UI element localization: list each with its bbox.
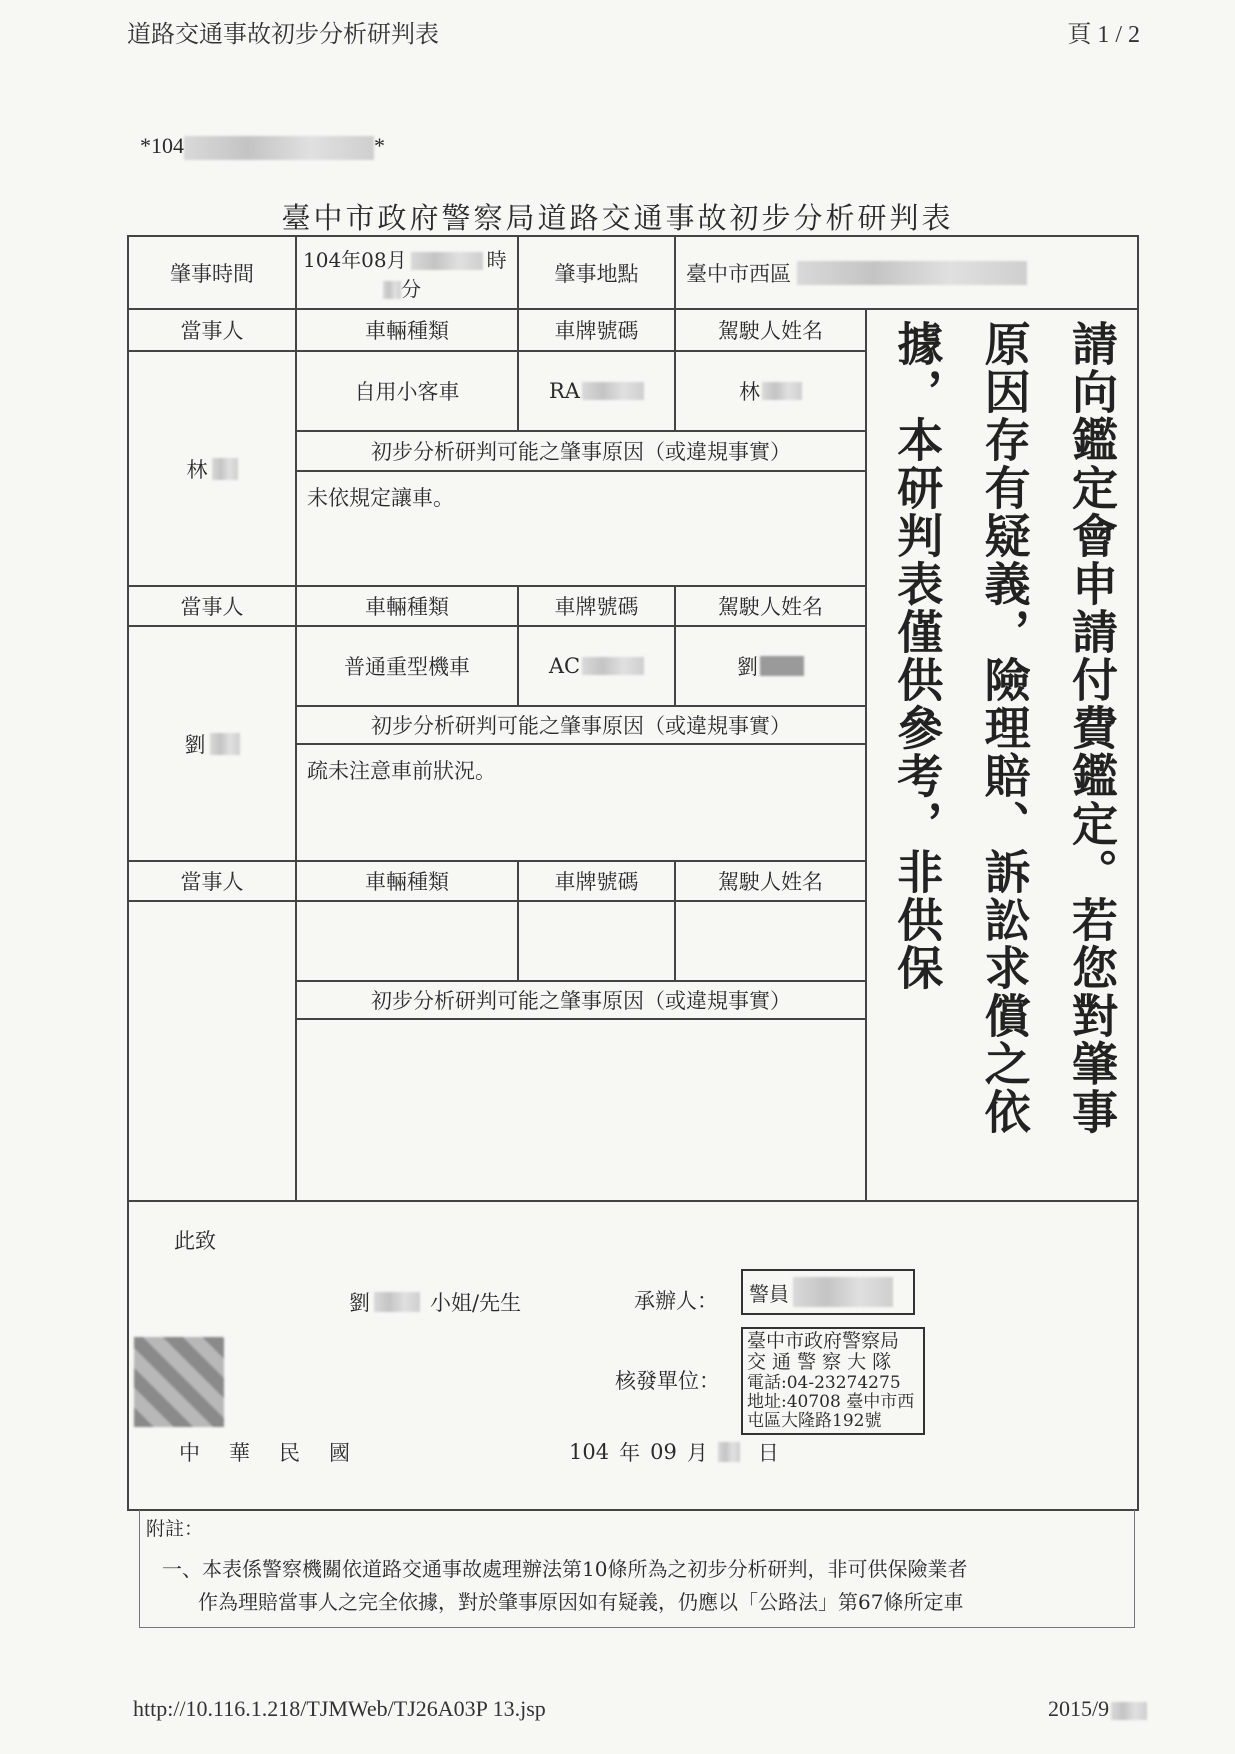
print-footer-date: 2015/9 bbox=[1048, 1696, 1147, 1722]
vehicle-type-1: 自用小客車 bbox=[354, 380, 460, 404]
handler-stamp: 警員 bbox=[741, 1269, 915, 1315]
form-table bbox=[127, 235, 1139, 1511]
salutation: 此致 bbox=[174, 1229, 216, 1253]
accident-time-label: 肇事時間 bbox=[170, 261, 254, 286]
plate-1: RA bbox=[519, 352, 674, 430]
vehicle-type-2: 普通重型機車 bbox=[344, 655, 470, 679]
qr-code bbox=[134, 1337, 224, 1427]
accident-place-label: 肇事地點 bbox=[554, 261, 639, 286]
cause-header-1: 初步分析研判可能之肇事原因（或違規事實） bbox=[371, 440, 791, 464]
handler-label: 承辦人： bbox=[634, 1289, 718, 1313]
vehicle-type-header-2: 車輛種類 bbox=[365, 595, 449, 619]
print-footer-url: http://10.116.1.218/TJMWeb/TJ26A03P 13.jsp bbox=[133, 1696, 546, 1721]
party-label-1: 當事人 bbox=[180, 319, 244, 343]
accident-place-value: 臺中市西區 bbox=[676, 237, 1136, 308]
notes-line-2: 作為理賠當事人之完全依據，對於肇事原因如有疑義，仍應以「公路法」第67條所定車 bbox=[198, 1590, 964, 1614]
plate-header-3: 車牌號碼 bbox=[554, 870, 639, 894]
driver-header-1: 駕駛人姓名 bbox=[718, 319, 823, 343]
notes-label: 附註： bbox=[146, 1518, 204, 1540]
driver-header-2: 駕駛人姓名 bbox=[718, 595, 823, 619]
document-serial: *104 * bbox=[140, 133, 385, 158]
print-header-page: 頁 1 / 2 bbox=[1067, 22, 1140, 48]
plate-header-1: 車牌號碼 bbox=[554, 319, 639, 343]
plate-header-2: 車牌號碼 bbox=[554, 595, 639, 619]
driver-header-3: 駕駛人姓名 bbox=[718, 870, 823, 894]
party-name-2: 劉 bbox=[129, 627, 295, 860]
cause-text-1: 未依規定讓車。 bbox=[307, 486, 454, 510]
issuer-label: 核發單位： bbox=[615, 1369, 720, 1393]
party-label-2: 當事人 bbox=[180, 595, 244, 619]
driver-1: 林 bbox=[676, 352, 865, 430]
disclaimer-vertical: 請向鑑定會申請付費鑑定。若您對肇事原因存有疑義，險理賠、訴訟求償之依據，本研判表僅供參考，非供保 bbox=[890, 320, 1119, 1136]
form-title: 臺中市政府警察局道路交通事故初步分析研判表 bbox=[281, 201, 954, 235]
driver-2: 劉 bbox=[676, 627, 865, 705]
accident-time-value: 104年08月 時 分 bbox=[303, 247, 507, 301]
cause-header-3: 初步分析研判可能之肇事原因（或違規事實） bbox=[371, 989, 791, 1013]
notes-line-1: 一、本表係警察機關依道路交通事故處理辦法第10條所為之初步分析研判，非可供保險業者 bbox=[162, 1557, 968, 1581]
print-header-title: 道路交通事故初步分析研判表 bbox=[127, 20, 439, 48]
cause-header-2: 初步分析研判可能之肇事原因（或違規事實） bbox=[371, 714, 791, 738]
cause-text-2: 疏未注意車前狀況。 bbox=[307, 759, 496, 783]
issuer-stamp: 臺中市政府警察局 交 通 警 察 大 隊 電話:04-23274275 地址:40708 臺中市西 屯區大隆路192號 bbox=[741, 1327, 925, 1435]
party-label-3: 當事人 bbox=[180, 870, 244, 894]
recipient-line: 劉 小姐/先生 bbox=[349, 1291, 522, 1315]
notes-box bbox=[139, 1510, 1135, 1628]
issue-date: 104 年 09 月 日 bbox=[569, 1440, 779, 1465]
date-era: 中 華 民 國 bbox=[179, 1441, 354, 1465]
plate-2: AC bbox=[519, 627, 674, 705]
redacted-serial bbox=[184, 136, 374, 160]
vehicle-type-header-1: 車輛種類 bbox=[365, 319, 449, 343]
vehicle-type-header-3: 車輛種類 bbox=[365, 870, 449, 894]
party-name-1: 林 bbox=[129, 352, 295, 585]
